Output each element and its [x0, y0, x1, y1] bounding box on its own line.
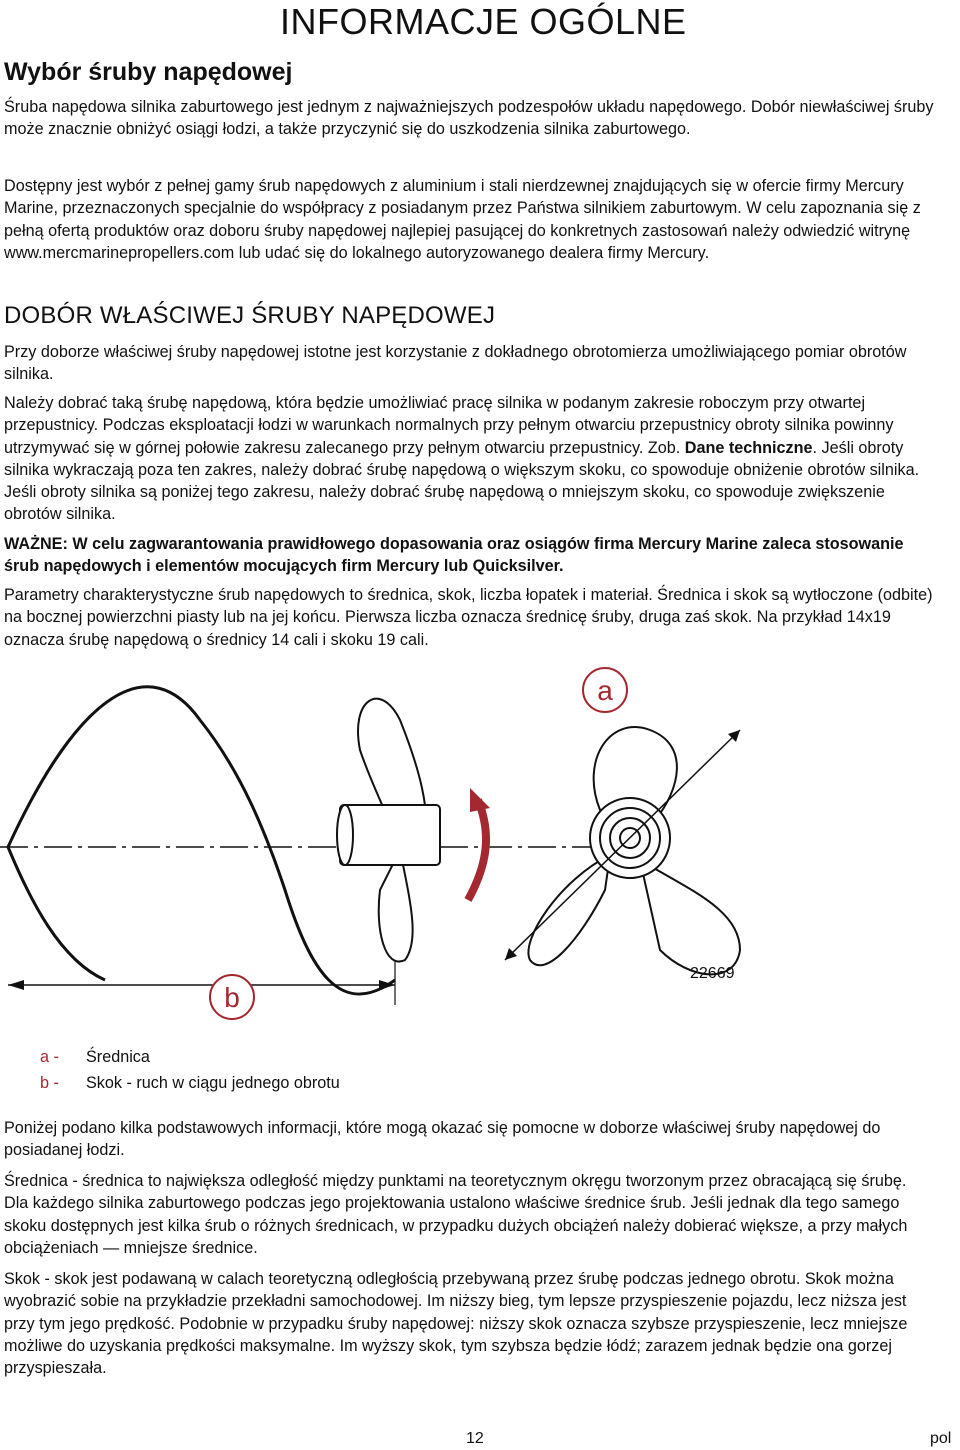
legend-key-a: a -	[40, 1048, 59, 1066]
paragraph-diameter-text: - średnica to największa odległość między punktami na teoretycznym okręgu tworzonym przez obracającą się śrubę. Dla każdego silnika zaburtowego podczas jego projektowania ustalono właściwe średnice śrub. Jeśli jednak dla tego samego skoku dostępnych jest kilka śrub o różnych średnicach, w przypadku dużych obciążeń należy dobierać większe, a przy małych obciążeniach — mniejsze średnice.	[4, 1172, 908, 1257]
paragraph-basics: Poniżej podano kilka podstawowych informacji, które mogą okazać się pomocne w doborze właściwej śruby napędowej do posiadanej łodzi.	[4, 1119, 881, 1160]
paragraph-selection	[4, 392, 934, 526]
page-number: 12	[466, 1430, 484, 1447]
paragraph-selection-text-a: Należy dobrać taką śrubę napędową, która będzie umożliwiać pracę silnika w podanym zakresie roboczym przy otwartej przepustnicy. Podczas eksploatacji łodzi w warunkach normalnych przy pełnym otwarciu przepustnicy obroty silnika powinny utrzymywać się w górnej połowie zakresu zalecanego przy pełnym otwarciu przepustnicy. Zob.	[4, 394, 894, 457]
legend-key-b: b -	[40, 1074, 59, 1092]
rotation-arrow	[468, 800, 486, 900]
language-code: pol	[930, 1430, 952, 1447]
label-a-text: a	[597, 675, 613, 706]
term-pitch: Skok	[4, 1270, 40, 1288]
legend-text-b: Skok - ruch w ciągu jednego obrotu	[86, 1074, 340, 1092]
subsection-heading: DOBÓR WŁAŚCIWEJ ŚRUBY NAPĘDOWEJ	[4, 302, 496, 329]
legend-row-b	[40, 1070, 340, 1096]
propeller-front-view	[528, 727, 740, 974]
label-b-marker	[210, 975, 254, 1019]
term-diameter: Średnica	[4, 1172, 68, 1190]
figure-reference-number: 22669	[690, 965, 735, 982]
paragraph-selection-text-b: . Jeśli obroty silnika wykraczają poza ten zakres, należy dobrać śrubę napędową o większym skoku, co spowoduje obniżenie obrotów silnika. Jeśli obroty silnika są poniżej tego zakresu, należy dobrać śrubę napędową o mniejszym skoku, co spowoduje zwiększenie obrotów silnika.	[4, 438, 920, 524]
paragraph-pitch-text: - skok jest podawaną w calach teoretyczną odległością przebywaną przez śrubę podczas jednego obrotu. Skok można wyobrazić sobie na przykładzie przekładni samochodowej. Im niższy bieg, tym lepsze przyspieszenie pojazdu, lecz niższa jest przy tym jego prędkość. Podobnie w przypadku śruby napędowej: niższy skok oznacza szybsze przyspieszenie, lecz mniejsze możliwe do uzyskania prędkości maksymalne. Im wyższy skok, tym szybsza będzie łódź; zarazem jednak będzie ona gorzej przyspieszała.	[4, 1270, 908, 1378]
paragraph-diameter	[4, 1170, 934, 1259]
page-title: INFORMACJE OGÓLNE	[280, 1, 687, 42]
intro-paragraph-1: Śruba napędowa silnika zaburtowego jest jednym z najważniejszych podzespołów układu napędowego. Dobór niewłaściwej śruby może znacznie obniżyć osiągi łodzi, a także przyczynić się do uszkodzenia silnika zaburtowego.	[4, 98, 934, 139]
important-note: WAŻNE: W celu zagwarantowania prawidłowego dopasowania oraz osiągów firma Mercury Marine zaleca stosowanie śrub napędowych i elementów mocujących firm Mercury lub Quicksilver.	[4, 535, 904, 576]
legend-text-a: Średnica	[86, 1048, 150, 1066]
label-a-marker	[583, 668, 627, 712]
spec-link[interactable]: Dane techniczne	[684, 438, 813, 457]
section-heading: Wybór śruby napędowej	[4, 58, 293, 86]
propeller-side-view	[337, 699, 440, 962]
paragraph-tachometer: Przy doborze właściwej śruby napędowej istotne jest korzystanie z dokładnego obrotomierza umożliwiającego pomiar obrotów silnika.	[4, 343, 907, 384]
paragraph-pitch	[4, 1268, 934, 1379]
propeller-figure	[0, 660, 960, 1030]
legend-row-a	[40, 1044, 340, 1070]
paragraph-parameters: Parametry charakterystyczne śrub napędowych to średnica, skok, liczba łopatek i materiał. Średnica i skok są wytłoczone (odbite) na bocznej powierzchni piasty lub na jej końcu. Pierwsza liczba oznacza średnicę śruby, druga zaś skok. Na przykład 14x19 oznacza śrubę napędową o średnicy 14 cali i skoku 19 cali.	[4, 586, 933, 649]
label-b-text: b	[224, 982, 240, 1013]
intro-paragraph-2: Dostępny jest wybór z pełnej gamy śrub napędowych z aluminium i stali nierdzewnej znajdujących się w ofercie firmy Mercury Marine, przeznaczonych specjalnie do współpracy z posiadanym przez Państwa silnikiem zaburtowym. W celu zapoznania się z pełną ofertą produktów oraz doboru śruby napędowej najlepiej pasującej do konkretnych zastosowań należy odwiedzić witrynę www.mercmarinepropellers.com lub udać się do lokalnego autoryzowanego dealera firmy Mercury.	[4, 177, 921, 262]
figure-legend	[40, 1044, 340, 1096]
